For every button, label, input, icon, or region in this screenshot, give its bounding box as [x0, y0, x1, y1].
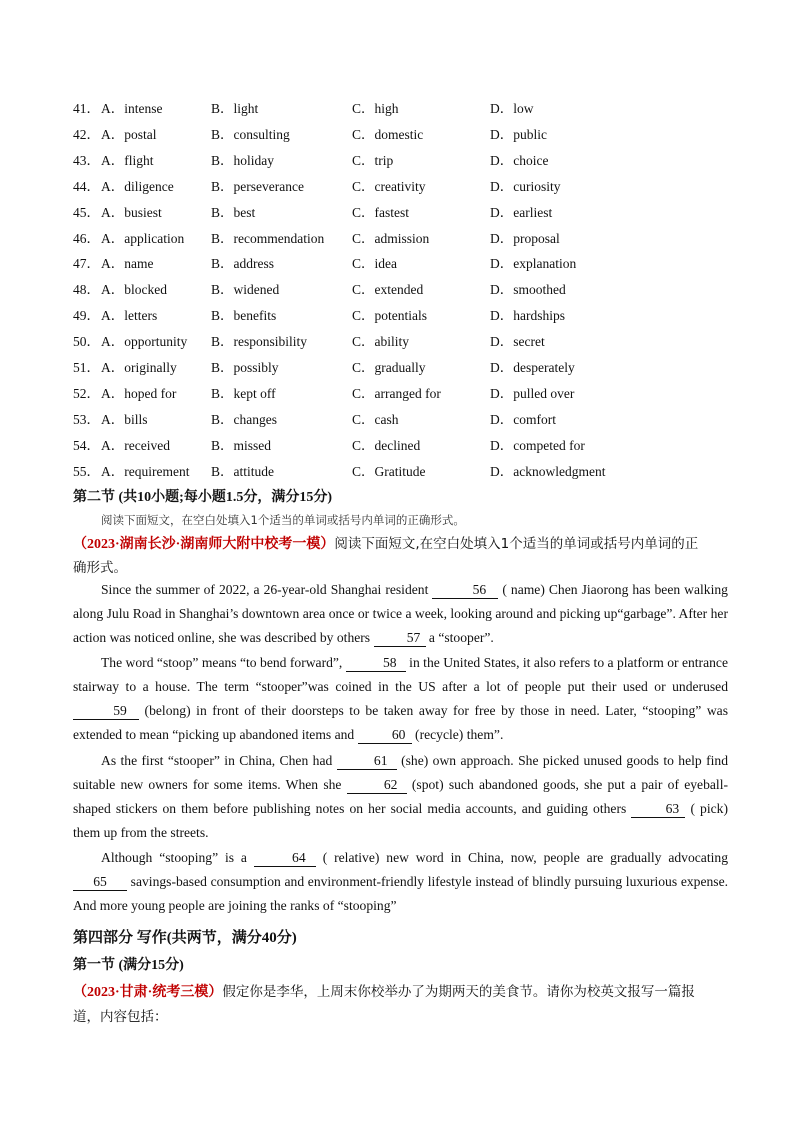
option-d[interactable]: D．hardships [490, 308, 565, 324]
blank-64[interactable]: 64 [254, 850, 316, 867]
option-d[interactable]: D．low [490, 101, 534, 116]
option-b[interactable]: B．missed [211, 437, 272, 453]
option-b[interactable]: B．widened [211, 282, 280, 298]
question-number: 43． [73, 152, 100, 168]
question-number: 46． [73, 230, 100, 246]
option-b[interactable]: B．address [211, 256, 274, 272]
option-b[interactable]: B．consulting [211, 126, 290, 142]
question-number: 52． [73, 385, 100, 401]
option-c[interactable]: C．ability [352, 334, 409, 350]
section-2-title: 第二节 (共10小题;每小题1.5分，满分15分) [73, 490, 332, 505]
option-c[interactable]: C．idea [352, 256, 397, 272]
option-b[interactable]: B．kept off [211, 385, 276, 401]
option-d[interactable]: D．acknowledgment [490, 463, 606, 479]
option-d[interactable]: D．smoothed [490, 282, 566, 298]
passage-paragraph-3: As the first “stooper” in China, Chen had 61 (she) own approach. She picked unused goods to help find suitable new owners for some items. When she 62 (spot) such abandoned goods, she put a pair of eyeball-shaped stickers on them before publishing notes on her social media accounts, and guiding others 63 ( pick) them up from the streets. [73, 753, 728, 840]
part-4-section-1-title: 第一节 (满分15分) [73, 958, 184, 973]
option-b[interactable]: B．light [211, 101, 259, 116]
question-number: 44． [73, 178, 100, 194]
option-a[interactable]: A．letters [101, 308, 158, 324]
option-d[interactable]: D．competed for [490, 437, 585, 453]
blank-63[interactable]: 63 [631, 801, 685, 818]
writing-prompt-line [73, 980, 695, 1001]
option-c[interactable]: C．trip [352, 152, 394, 168]
option-c[interactable]: C．high [352, 101, 399, 116]
blank-57[interactable]: 57 [374, 630, 426, 647]
option-a[interactable]: A．application [101, 230, 185, 246]
question-number: 47． [73, 256, 100, 272]
passage-paragraph-4: Although “stooping” is a 64 ( relative) new word in China, now, people are gradually advocating 65 savings-based consumption and environment-friendly lifestyle instead of blindly pursuing luxurious expense. And more young people are joining the ranks of “stooping” [73, 850, 728, 913]
question-number: 55． [73, 463, 100, 479]
question-number: 49． [73, 308, 100, 324]
writing-prompt-cont: 道，内容包括： [73, 1009, 168, 1025]
option-a[interactable]: A．requirement [101, 463, 190, 479]
passage-source-line [73, 532, 698, 553]
passage-source: （2023·湖南长沙·湖南师大附中校考一模） [73, 537, 335, 552]
option-b[interactable]: B．attitude [211, 463, 274, 479]
option-a[interactable]: A．originally [101, 360, 177, 375]
option-d[interactable]: D．desperately [490, 360, 575, 375]
writing-prompt: 假定你是李华，上周末你校举办了为期两天的美食节。请你为校英文报写一篇报 [222, 984, 695, 1000]
option-c[interactable]: C．Gratitude [352, 463, 426, 479]
option-a[interactable]: A．busiest [101, 204, 162, 220]
writing-source: （2023·甘肃·统考三模） [73, 985, 223, 1000]
blank-62[interactable]: 62 [347, 777, 407, 794]
option-c[interactable]: C．creativity [352, 178, 426, 194]
option-d[interactable]: D．pulled over [490, 385, 575, 401]
option-b[interactable]: B．best [211, 204, 256, 220]
option-b[interactable]: B．recommendation [211, 230, 325, 246]
option-a[interactable]: A．received [101, 437, 170, 453]
passage-paragraph-1: Since the summer of 2022, a 26-year-old Shanghai resident 56 ( name) Chen Jiaorong has been walking along Julu Road in Shanghai’s downtown area once or twice a week, looking around and picking up“garbage”. After her action was noticed online, she was described by others 57 a “stooper”. [73, 582, 728, 645]
passage-instruction: 阅读下面短文,在空白处填入1个适当的单词或括号内单词的正 [334, 536, 699, 552]
option-a[interactable]: A．bills [101, 411, 148, 427]
option-c[interactable]: C．declined [352, 437, 421, 453]
option-d[interactable]: D．comfort [490, 411, 556, 427]
option-b[interactable]: B．holiday [211, 152, 274, 168]
question-number: 48． [73, 282, 100, 298]
option-a[interactable]: A．diligence [101, 178, 174, 194]
option-c[interactable]: C．domestic [352, 126, 424, 142]
option-b[interactable]: B．possibly [211, 360, 279, 375]
option-a[interactable]: A．intense [101, 101, 163, 116]
question-number: 50． [73, 334, 100, 350]
option-d[interactable]: D．curiosity [490, 178, 561, 194]
blank-65[interactable]: 65 [73, 874, 127, 891]
option-b[interactable]: B．changes [211, 411, 277, 427]
option-b[interactable]: B．responsibility [211, 334, 308, 350]
option-c[interactable]: C．cash [352, 411, 399, 427]
option-a[interactable]: A．name [101, 256, 154, 272]
blank-59[interactable]: 59 [73, 703, 139, 720]
option-b[interactable]: B．perseverance [211, 178, 304, 194]
option-c[interactable]: C．fastest [352, 204, 409, 220]
passage-instruction-cont: 确形式。 [73, 560, 127, 576]
option-b[interactable]: B．benefits [211, 308, 277, 324]
option-a[interactable]: A．flight [101, 152, 154, 168]
section-2-note: 阅读下面短文，在空白处填入1个适当的单词或括号内单词的正确形式。 [101, 513, 465, 527]
question-number: 41． [73, 101, 100, 116]
blank-56[interactable]: 56 [432, 582, 498, 599]
blank-60[interactable]: 60 [358, 727, 412, 744]
option-d[interactable]: D．earliest [490, 204, 553, 220]
option-a[interactable]: A．blocked [101, 282, 167, 298]
option-d[interactable]: D．choice [490, 152, 549, 168]
option-d[interactable]: D．explanation [490, 256, 577, 272]
question-number: 45． [73, 204, 100, 220]
option-c[interactable]: C．extended [352, 282, 424, 298]
question-number: 51． [73, 360, 100, 375]
option-a[interactable]: A．hoped for [101, 385, 177, 401]
option-d[interactable]: D．secret [490, 334, 545, 350]
option-a[interactable]: A．opportunity [101, 334, 188, 350]
option-c[interactable]: C．potentials [352, 308, 427, 324]
question-number: 54． [73, 437, 100, 453]
blank-58[interactable]: 58 [346, 655, 406, 672]
question-number: 53． [73, 411, 100, 427]
option-c[interactable]: C．admission [352, 230, 430, 246]
option-c[interactable]: C．arranged for [352, 385, 441, 401]
option-d[interactable]: D．public [490, 126, 547, 142]
blank-61[interactable]: 61 [337, 753, 397, 770]
option-a[interactable]: A．postal [101, 126, 157, 142]
part-4-title: 第四部分 写作(共两节，满分40分) [73, 930, 297, 946]
question-number: 42． [73, 126, 100, 142]
option-d[interactable]: D．proposal [490, 230, 560, 246]
option-c[interactable]: C．gradually [352, 360, 426, 375]
passage-paragraph-2: The word “stoop” means “to bend forward”, 58 in the United States, it also refers to a platform or entrance stairway to a house. The term “stooper”was coined in the US after a lot of people put their used or underused 59 (belong) in front of their doorsteps to be taken away for free by those in need. Later, “stooping” was extended to mean “picking up abandoned items and 60 (recycle) them”. [73, 655, 728, 742]
